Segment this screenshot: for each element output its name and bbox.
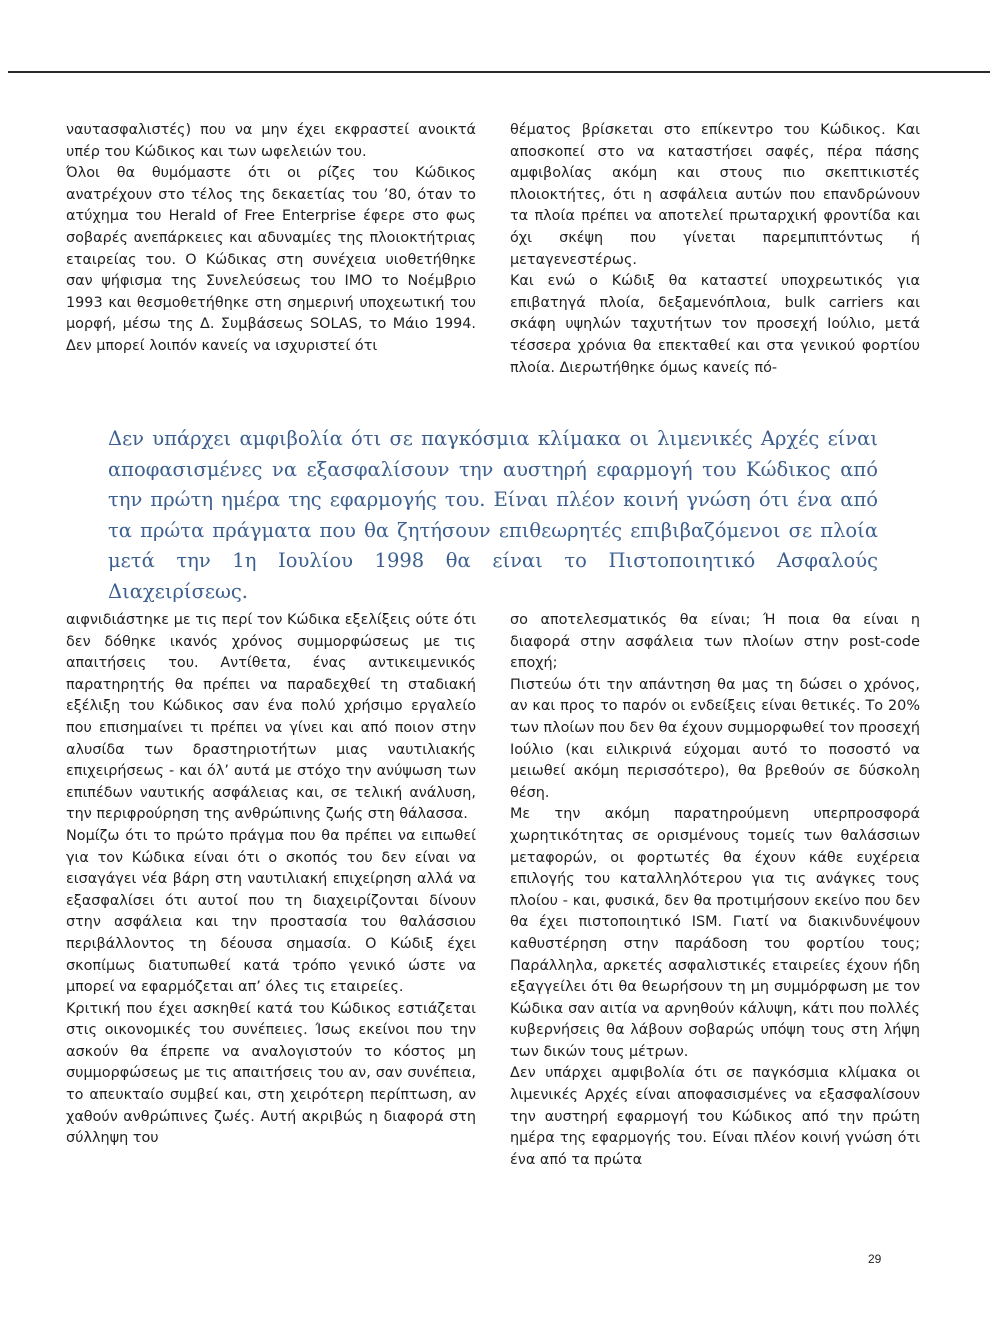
paragraph: Νομίζω ότι το πρώτο πράγμα που θα πρέπει να ειπωθεί για τον Κώδικα είναι ότι ο σκοπός του δεν είναι να εισαγάγει νέα βάρη στη ναυτιλιακή επιχείρηση αλλά να εξασφαλίσει ότι αυτοί που τη διαχειρίζονται δίνουν στην ασφάλεια και την προστασία του θαλάσσιου περιβάλλοντος τη δέουσα σημασία. Ο Κώδιξ έχει σκοπίμως διατυπωθεί κατά τρόπο γενικό ώστε να μπορεί να εφαρμόζεται απ’ όλες τις εταιρείες. [66,827,476,996]
paragraph: Όλοι θα θυμόμαστε ότι οι ρίζες του Κώδικος ανατρέχουν στο τέλος της δεκαετίας του ’80, όταν το ατύχημα του Herald of Free Enterprise έφερε στο φως σοβαρές ανεπάρκειες και αδυναμίες της πλοιοκτήτριας εταιρείας του. Ο Κώδικας στη συνέχεια υιοθετήθηκε σαν ψήφισμα της Συνελεύσεως του IMO το Νοέμβριο 1993 και θεσμοθετήθηκε στη σημερινή υποχεωτική του μορφή, μέσω της Δ. Συμβάσεως SOLAS, το Μάιο 1994. Δεν μπορεί λοιπόν κανείς να ισχυριστεί ότι [66,165,476,354]
top-rule [8,71,990,73]
pull-quote: Δεν υπάρχει αμφιβολία ότι σε παγκόσμια κλίμακα οι λιμενικές Αρχές είναι αποφασισμένες να εξασφαλίσουν την αυστηρή εφαρμογή του Κώδικος από την πρώτη ημέρα της εφαρμογής του. Είναι πλέον κοινή γνώση ότι ένα από τα πρώτα πράγματα που θα ζητήσουν επιθεωρητές επιβιβαζόμενοι σε πλοία μετά την 1η Ιουλίου 1998 θα είναι το Πιστοποιητικό Ασφαλούς Διαχειρίσεως. [108,427,878,603]
page-number: 29 [868,1252,882,1266]
column-bottom-left [66,610,476,1150]
paragraph: Με την ακόμη παρατηρούμενη υπερπροσφορά χωρητικότητας σε ορισμένους τομείς των θαλάσσιων μεταφορών, οι φορτωτές θα έχουν κάθε ευχέρεια επιλογής του καταλληλότερου για τις ανάγκες τους πλοίου - και, φυσικά, δεν θα προτιμήσουν εκείνο που δεν θα έχει πιστοποιητικό ISM. Γιατί να διακινδυνέψουν καθυστέρηση στην παράδοση του φορτίου τους; Παράλληλα, αρκετές ασφαλιστικές εταιρείες έχουν ήδη εξαγγείλει ότι θα θεωρήσουν τη μη συμμόρφωση με τον Κώδικα σαν αιτία να αρνηθούν κάλυψη, κάτι που πολλές κυβερνήσεις θα λάβουν σοβαρώς υπόψη τους στη λήψη των δικών τους μέτρων. [510,806,920,1060]
paragraph: Πιστεύω ότι την απάντηση θα μας τη δώσει ο χρόνος, αν και προς το παρόν οι ενδείξεις είναι θετικές. Το 20% των πλοίων που δεν θα έχουν συμμορφωθεί τον προσεχή Ιούλιο (και ειλικρινά εύχομαι αυτό το ποσοστό να μειωθεί ακόμη περισσότερο), θα βρεθούν σε δύσκολη θέση. [510,676,920,801]
column-top-left [66,120,476,358]
column-bottom-right [510,610,920,1171]
paragraph: αιφνιδιάστηκε με τις περί τον Κώδικα εξελίξεις ούτε ότι δεν δόθηκε ικανός χρόνος συμμορφώσεως με τις απαιτήσεις του. Αντίθετα, ένας αντικειμενικός παρατηρητής θα πρέπει να παραδεχθεί τη σταδιακή εξέλιξη του Κώδικος σαν ένα πολύ χρήσιμο εργαλείο που επισημαίνει τι πρέπει να γίνει και από ποιον στην αλυσίδα των δραστηριοτήτων μιας ναυτιλιακής επιχειρήσεως - και όλ’ αυτά με στόχο την ανύψωση των επιπέδων ναυτικής ασφάλειας και, σε τελική ανάλυση, την περιφρούρηση της ανθρώπινης ζωής στη θάλασσα. [66,612,476,823]
paragraph: σο αποτελεσματικός θα είναι; Ή ποια θα είναι η διαφορά στην ασφάλεια των πλοίων στην post-code εποχή; [510,612,920,672]
paragraph: Κριτική που έχει ασκηθεί κατά του Κώδικος εστιάζεται στις οικονομικές του συνέπειες. Ίσως εκείνοι που την ασκούν θα έπρεπε να αναλογιστούν το κόστος μη συμμορφώσεως με τις απαιτήσεις του αν, σαν συνέπεια, το απευκταίο συμβεί και, στη χειρότερη περίπτωση, αν χαθούν ανθρώπινες ζωές. Αυτή ακριβώς η διαφορά στη σύλληψη του [66,1000,476,1147]
paragraph: Δεν υπάρχει αμφιβολία ότι σε παγκόσμια κλίμακα οι λιμενικές Αρχές είναι αποφασισμένες να εξασφαλίσουν την αυστηρή εφαρμογή του Κώδικος από την πρώτη ημέρα της εφαρμογής του. Είναι πλέον κοινή γνώση ότι ένα από τα πρώτα [510,1065,920,1168]
column-top-right [510,120,920,379]
paragraph: ναυτασφαλιστές) που να μην έχει εκφραστεί ανοικτά υπέρ του Κώδικος και των ωφελειών του. [66,122,476,160]
paragraph: θέματος βρίσκεται στο επίκεντρο του Κώδικος. Και αποσκοπεί στο να καταστήσει σαφές, πέρα πάσης αμφιβολίας ακόμη και στους πιο σκεπτικιστές πλοιοκτήτες, ότι η ασφάλεια αυτών που επανδρώνουν τα πλοία πρέπει να αποτελεί πρωταρχική φροντίδα και όχι σκέψη που γίνεται παρεμπιπτόντως ή μεταγενεστέρως. [510,122,920,268]
paragraph: Και ενώ ο Κώδιξ θα καταστεί υποχρεωτικός για επιβατηγά πλοία, δεξαμενόπλοια, bulk carriers και σκάφη υψηλών ταχυτήτων τον προσεχή Ιούλιο, μετά τέσσερα χρόνια θα επεκταθεί και στα γενικού φορτίου πλοία. Διερωτήθηκε όμως κανείς πό- [510,273,920,376]
